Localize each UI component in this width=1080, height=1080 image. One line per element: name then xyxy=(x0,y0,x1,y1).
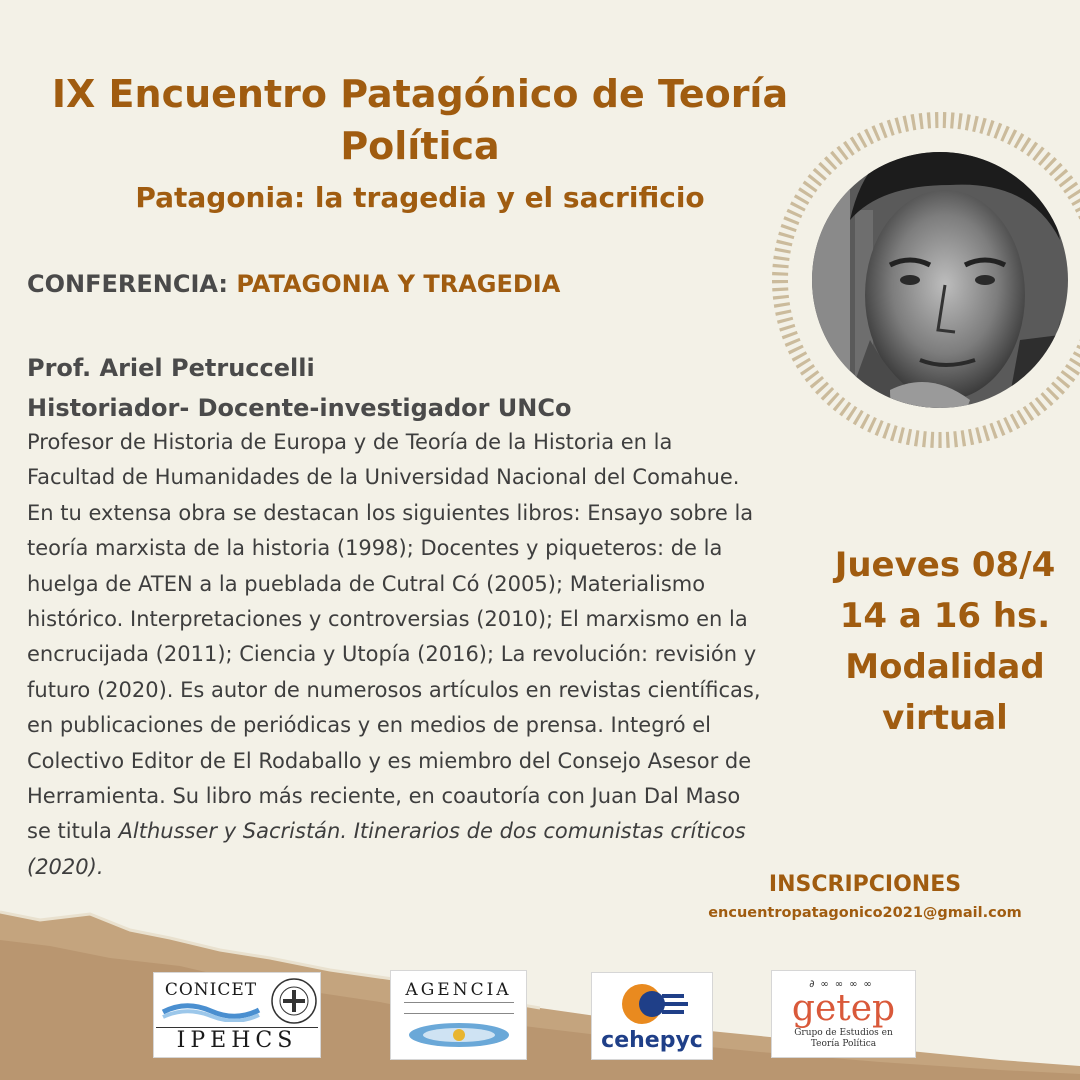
speaker-bio xyxy=(27,425,817,885)
getep-subtitle-2: Teoría Política xyxy=(810,1038,877,1049)
conicet-wave-icon xyxy=(161,1000,261,1022)
bio-line: histórico. Interpretaciones y controversias (2010); El marxismo en la xyxy=(27,607,748,632)
bio-line: teoría marxista de la historia (1998); Docentes y piqueteros: de la xyxy=(27,536,723,561)
bio-line: Facultad de Humanidades de la Universidad Nacional del Comahue. xyxy=(27,465,740,490)
speaker-portrait xyxy=(770,70,1080,470)
event-header xyxy=(0,68,840,222)
agencia-logo xyxy=(390,970,527,1060)
event-subtitle: Patagonia: la tragedia y el sacrificio xyxy=(135,181,705,214)
registration-title: INSCRIPCIONES xyxy=(768,872,962,897)
schedule-block xyxy=(815,540,1075,744)
cehepyc-logo xyxy=(591,972,713,1060)
bio-line: Profesor de Historia de Europa y de Teoría de la Historia en la xyxy=(27,430,673,454)
university-seal-icon xyxy=(270,977,318,1025)
portrait-graphic xyxy=(770,70,1080,470)
speaker-role: Historiador- Docente-investigador UNCo xyxy=(27,394,572,422)
bio-line: En tu extensa obra se destacan los siguientes libros: Ensayo sobre la xyxy=(27,500,754,525)
getep-text: getep xyxy=(791,987,896,1029)
registration-block xyxy=(700,870,1030,926)
bio-line: Herramienta. Su libro más reciente, en coautoría con Juan Dal Maso xyxy=(27,784,741,809)
book-year: (2020). xyxy=(27,854,104,879)
speaker-name: Prof. Ariel Petruccelli xyxy=(27,354,315,382)
ipehcs-text: IPEHCS xyxy=(156,1027,318,1053)
conference-label: CONFERENCIA: xyxy=(27,270,237,298)
event-title-line1: IX Encuentro Patagónico de Teoría xyxy=(51,72,789,116)
cehepyc-text: cehepyc xyxy=(601,1027,703,1053)
bio-line-last xyxy=(27,814,817,849)
bio-line: Colectivo Editor de El Rodaballo y es miembro del Consejo Asesor de xyxy=(27,748,752,773)
getep-subtitle-1: Grupo de Estudios en xyxy=(794,1027,893,1038)
agencia-text: AGENCIA xyxy=(405,980,512,1000)
conference-topic: PATAGONIA Y TRAGEDIA xyxy=(236,270,561,298)
speaker-block xyxy=(27,348,571,428)
schedule-time: 14 a 16 hs. xyxy=(839,596,1051,636)
conicet-ipehcs-logo xyxy=(153,972,321,1058)
conference-heading xyxy=(27,270,560,298)
agencia-sun-icon xyxy=(404,1020,514,1050)
bio-line: futuro (2020). Es autor de numerosos artículos en revistas científicas, xyxy=(27,677,761,702)
event-title-line2: Política xyxy=(340,124,500,168)
agencia-subtitle-rule xyxy=(404,1002,514,1014)
schedule-day: Jueves 08/4 xyxy=(834,545,1056,585)
portrait-photo xyxy=(800,139,1080,450)
getep-logo xyxy=(771,970,916,1058)
registration-email[interactable]: encuentropatagonico2021@gmail.com xyxy=(708,905,1022,921)
getep-glyphs-icon: ∂∞∞∞∞ xyxy=(809,978,878,990)
bio-line: en publicaciones de periódicas y en medios de prensa. Integró el xyxy=(27,713,711,738)
bio-line: huelga de ATEN a la pueblada de Cutral Có (2005); Materialismo xyxy=(27,571,706,596)
conicet-text: CONICET xyxy=(164,980,258,1000)
bio-line-final xyxy=(27,850,817,885)
bio-plain: se titula xyxy=(27,819,119,844)
schedule-mode-line1: Modalidad xyxy=(845,647,1045,687)
cehepyc-emblem-icon xyxy=(612,980,692,1028)
bio-line: encrucijada (2011); Ciencia y Utopía (2016); La revolución: revisión y xyxy=(27,642,757,667)
book-title: Althusser y Sacristán. Itinerarios de dos comunistas críticos xyxy=(118,819,746,844)
schedule-mode-line2: virtual xyxy=(882,698,1008,738)
